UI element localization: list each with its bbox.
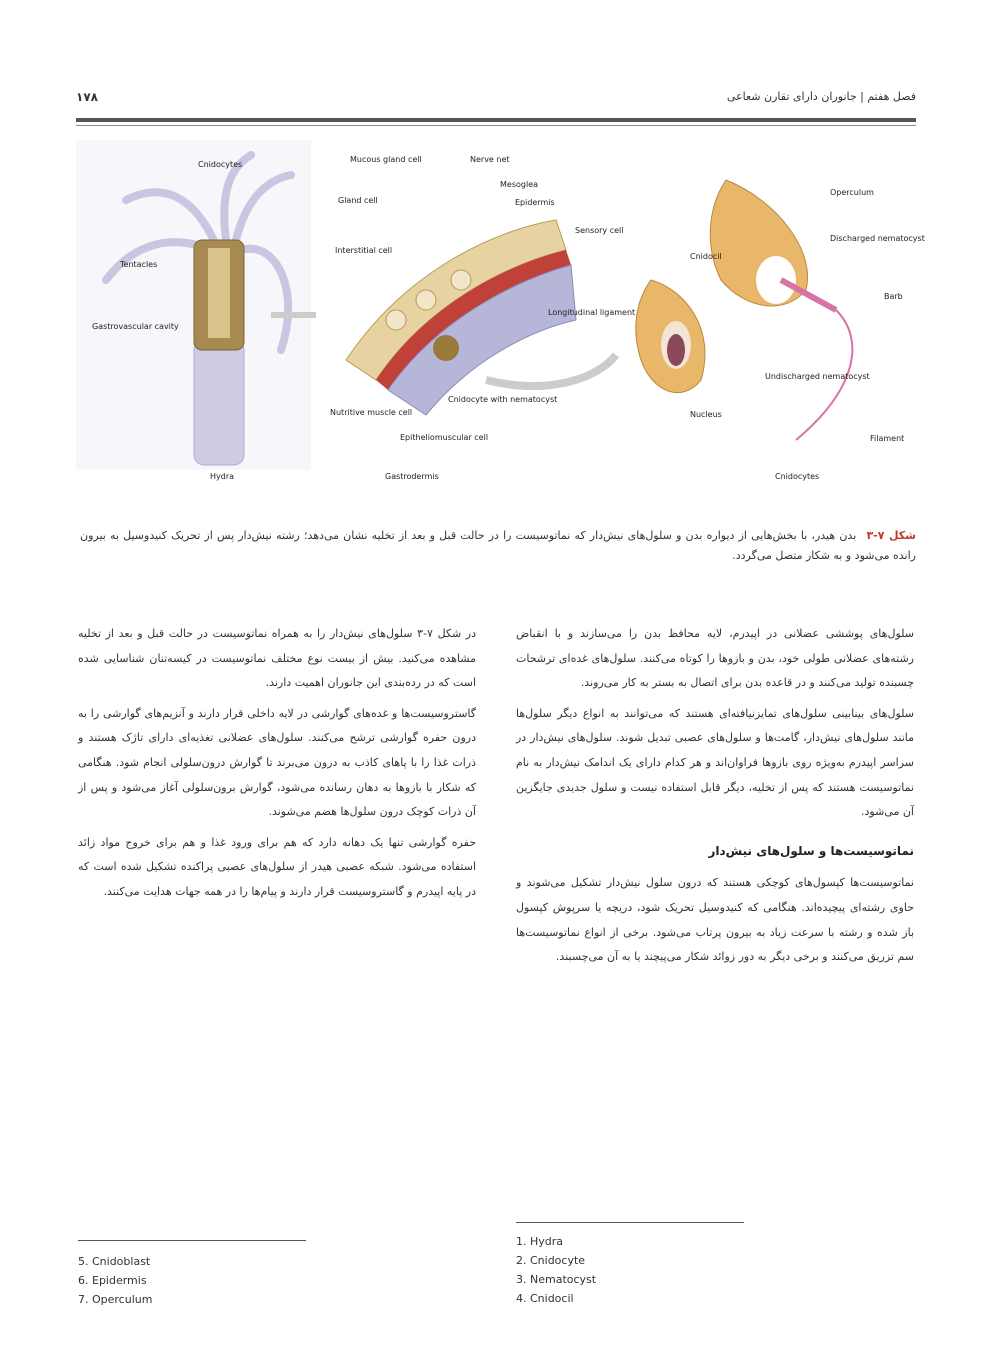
section-heading: نماتوسیست‌ها و سلول‌های نیش‌دار	[708, 843, 914, 858]
right-paragraph-3: نماتوسیست‌ها کپسول‌های کوچکی هستند که درون سلول نیش‌دار تشکیل می‌شوند و حاوی رشته‌ای پیچیده‌اند. هنگامی که کنیدوسیل تحریک شود، دریچه یا سرپوش کپسول باز شده و رشته با سرعت زیاد به بیرون پرتاب می‌شود. برخی از انواع نماتوسیست‌ها سم تزریق می‌کنند و برخی دیگر به دور زوائد شکار می‌پیچند یا به آن می‌چسبند.	[516, 876, 914, 964]
panel-label-hydra: Hydra	[210, 472, 235, 481]
label-tentacles: Tentacles	[120, 260, 158, 269]
label-discharged: Discharged nematocyst	[830, 234, 925, 243]
footnote: 3. Nematocyst	[516, 1273, 597, 1286]
label-epitheliomuscular: Epitheliomuscular cell	[400, 433, 489, 442]
page-header	[76, 90, 916, 110]
label-filament: Filament	[870, 434, 905, 443]
label-barb: Barb	[884, 292, 903, 301]
label-nutritive-muscle: Nutritive muscle cell	[330, 408, 413, 417]
footnote-rule-left	[78, 1240, 306, 1241]
footnote: 1. Hydra	[516, 1235, 564, 1248]
label-sensory-cell: Sensory cell	[575, 226, 624, 235]
footnote: 5. Cnidoblast	[78, 1255, 151, 1268]
label-mesoglea: Mesoglea	[500, 180, 539, 189]
hydra-figure	[76, 140, 916, 500]
running-title: فصل هفتم | جانوران دارای تقارن شعاعی	[726, 90, 916, 103]
label-cnidocyte-nematocyst: Cnidocyte with nematocyst	[448, 395, 558, 404]
left-paragraph-3: حفره گوارشی تنها یک دهانه دارد که هم برای ورود غذا و هم برای خروج مواد زائد استفاده می‌شود. شبکه عصبی هیدر از سلول‌های عصبی پراکنده تشکیل شده است که در پایه اپیدرم و گاستروسیست قرار دارند و پیام‌ها را در همه جهات هدایت می‌کنند.	[78, 835, 476, 898]
header-rule	[76, 118, 916, 122]
label-longitudinal: Longitudinal ligament	[548, 308, 636, 317]
label-gastrovascular: Gastrovascular cavity	[92, 322, 179, 331]
footnote: 2. Cnidocyte	[516, 1254, 586, 1267]
footnote: 4. Cnidocil	[516, 1292, 574, 1305]
label-nucleus: Nucleus	[690, 410, 722, 419]
label-undischarged: Undischarged nematocyst	[765, 372, 870, 381]
footnotes-left	[78, 1252, 152, 1309]
label-epidermis: Epidermis	[515, 198, 555, 207]
figure-caption	[80, 526, 916, 566]
label-nerve-net: Nerve net	[470, 155, 510, 164]
footnote: 7. Operculum	[78, 1293, 153, 1306]
right-column	[516, 622, 914, 976]
footnotes-right	[516, 1232, 596, 1308]
label-cnidocil: Cnidocil	[690, 252, 722, 261]
label-cnidocytes-hydra: Cnidocytes	[198, 160, 243, 169]
header-rule-thin	[76, 125, 916, 126]
left-column	[78, 622, 476, 911]
footnote-rule-right	[516, 1222, 744, 1223]
caption-text: بدن هیدر، با بخش‌هایی از دیواره بدن و سلول‌های نیش‌دار که نماتوسیست را در حالت قبل و بعد از تخلیه نشان می‌دهد؛ رشته نیش‌دار پس از تحریک کنیدوسیل به بیرون رانده می‌شود و به شکار متصل می‌گردد.	[80, 529, 916, 562]
left-paragraph-2: گاستروسیست‌ها و غده‌های گوارشی در لایه داخلی قرار دارند و آنزیم‌های گوارشی را به درون حفره گوارشی ترشح می‌کنند. سلول‌های عضلانی تغذیه‌ای دارای تاژک هستند و ذرات غذا را با پاهای کاذب به درون می‌برند تا گوارش درون‌سلولی انجام شود. هنگامی که شکار با بازوها به دهان رسانده می‌شود، گوارش برون‌سلولی آغاز می‌شود و پس از آن ذرات کوچک درون سلول‌ها هضم می‌شوند.	[78, 706, 476, 819]
right-paragraph-1: سلول‌های پوششی عضلانی در اپیدرم، لایه محافظ بدن را می‌سازند و با انقباض رشته‌های عضلانی طولی خود، بدن و بازوها را کوتاه می‌کنند. سلول‌های غده‌ای ترشحات چسبنده تولید می‌کنند و در قاعده بدن برای اتصال به بستر به کار می‌روند.	[516, 627, 914, 690]
label-interstitial: Interstitial cell	[335, 246, 393, 255]
panel-label-cnidocytes: Cnidocytes	[775, 472, 820, 481]
cnidocyte-cells	[636, 180, 853, 440]
page-number: ۱۷۸	[76, 90, 98, 104]
hydra-body-lower	[194, 340, 244, 465]
panel-label-wall: Gastrodermis	[385, 472, 439, 481]
gastrovascular-cavity	[208, 248, 230, 338]
figure-number: شکل ۷-۳	[866, 529, 916, 542]
label-operculum: Operculum	[830, 188, 874, 197]
label-gland-cell: Gland cell	[338, 196, 378, 205]
right-paragraph-2: سلول‌های بینابینی سلول‌های تمایزنیافته‌ای هستند که می‌توانند به انواع دیگر سلول‌ها مانند سلول‌های نیش‌دار، گامت‌ها و سلول‌های عصبی تبدیل شوند. سلول‌های نیش‌دار در سراسر اپیدرم به‌ویژه روی بازوها فراوان‌اند و هر کدام دارای یک اندامک نیش‌دار به نام نماتوسیست هستند که پس از تخلیه، دیگر قابل استفاده نیست و سلول جدیدی جایگزین آن می‌شود.	[516, 706, 914, 819]
label-mucous-gland: Mucous gland cell	[350, 155, 422, 164]
left-paragraph-1: در شکل ۷-۳ سلول‌های نیش‌دار را به همراه نماتوسیست در حالت قبل و بعد از تخلیه مشاهده می‌کنید. بیش از بیست نوع مختلف نماتوسیست در کیسه‌تنان شناسایی شده است که در رده‌بندی این جانوران اهمیت دارند.	[78, 627, 477, 690]
footnote: 6. Epidermis	[78, 1274, 147, 1287]
